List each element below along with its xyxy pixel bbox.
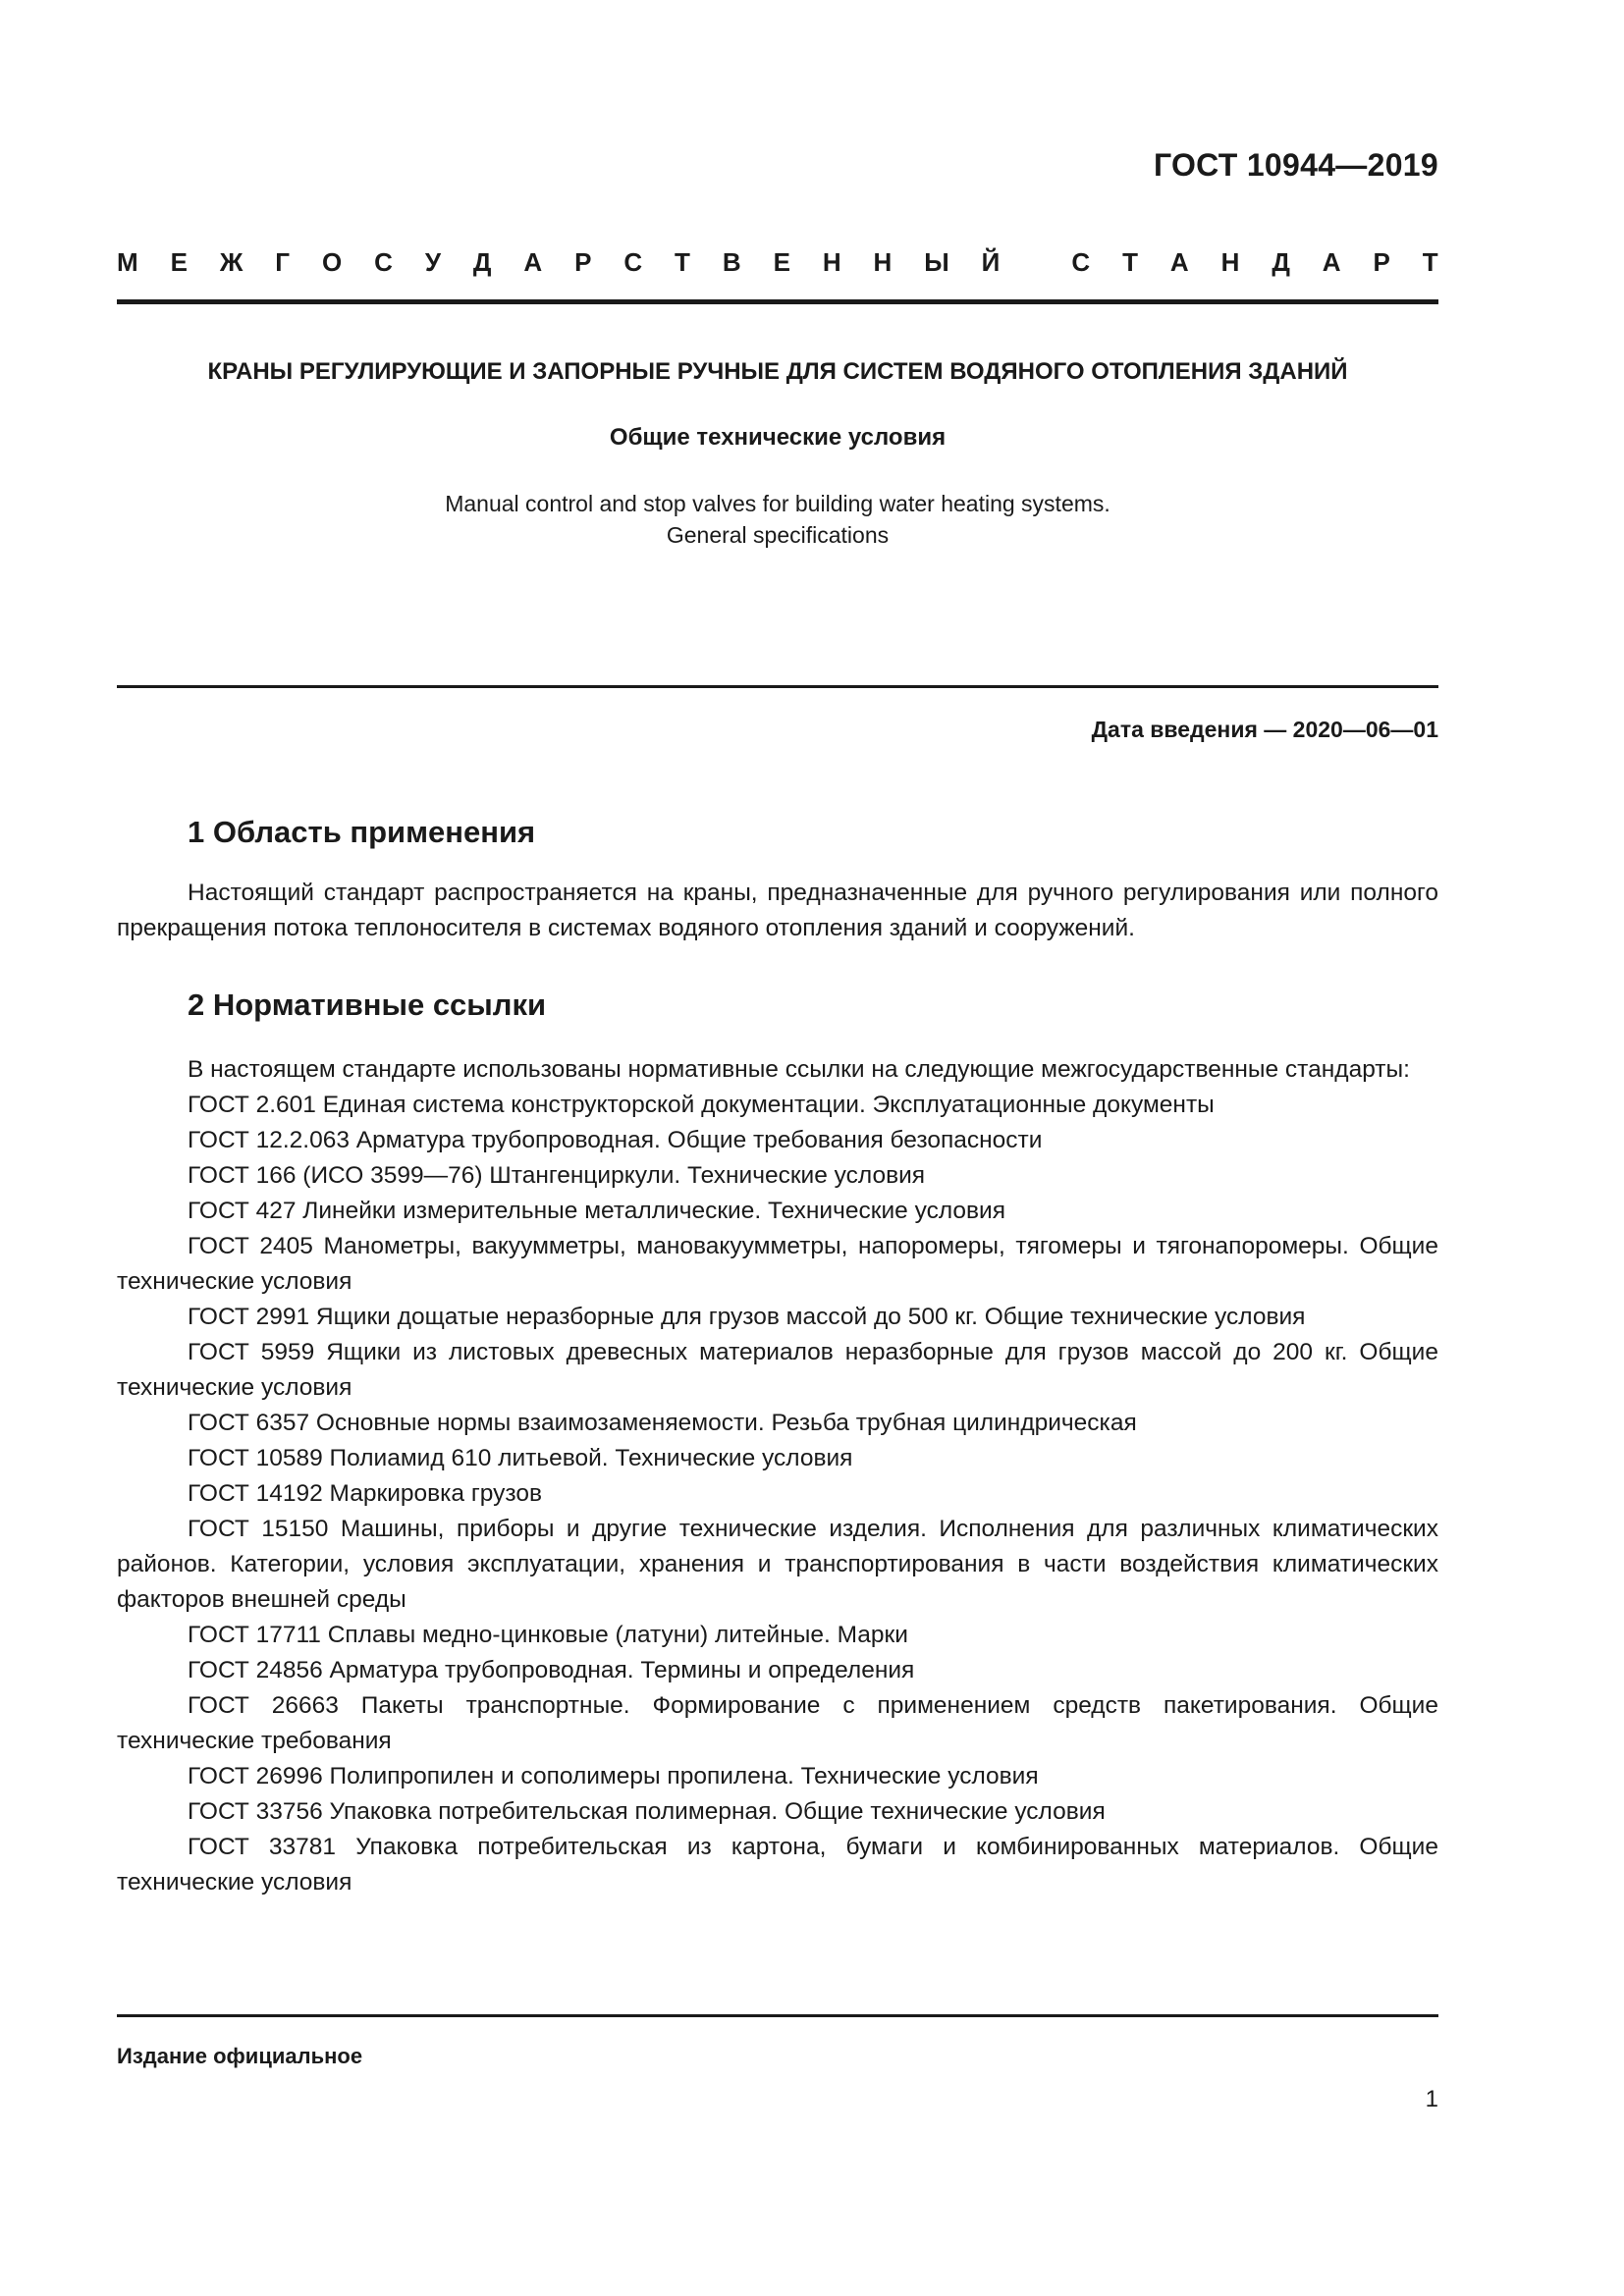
section-2-heading: 2 Нормативные ссылки bbox=[188, 988, 547, 1022]
reference-item: ГОСТ 5959 Ящики из листовых древесных материалов неразборные для грузов массой до 200 кг. Общие технические условия bbox=[117, 1339, 1438, 1401]
document-subtitle-ru: Общие технические условия bbox=[609, 424, 947, 451]
banner-letter: Д bbox=[472, 247, 492, 277]
banner-letter: Е bbox=[773, 247, 790, 277]
official-edition-note: Издание официальное bbox=[117, 2044, 363, 2068]
banner-letter: Т bbox=[675, 247, 690, 277]
banner-letter: Й bbox=[981, 247, 1001, 277]
introduction-date: Дата введения — 2020—06—01 bbox=[1091, 717, 1438, 742]
reference-item: ГОСТ 10589 Полиамид 610 литьевой. Технические условия bbox=[188, 1445, 853, 1471]
page-number: 1 bbox=[1425, 2086, 1438, 2112]
middle-divider bbox=[117, 685, 1438, 688]
reference-item: ГОСТ 166 (ИСО 3599—76) Штангенциркули. Технические условия bbox=[188, 1162, 926, 1189]
reference-item: ГОСТ 15150 Машины, приборы и другие технические изделия. Исполнения для различных климатических районов. Категории, условия эксплуатации, хранения и транспортирования в части воздействия климатических факторов внешней среды bbox=[117, 1516, 1438, 1613]
reference-item: ГОСТ 17711 Сплавы медно-цинковые (латуни) литейные. Марки bbox=[188, 1622, 908, 1648]
banner-letter: А bbox=[1169, 247, 1189, 277]
banner-letter: У bbox=[424, 247, 441, 277]
section-2-intro: В настоящем стандарте использованы нормативные ссылки на следующие межгосударственные стандарты: bbox=[188, 1056, 1410, 1083]
reference-item: ГОСТ 427 Линейки измерительные металлические. Технические условия bbox=[188, 1198, 1005, 1224]
reference-item: ГОСТ 26663 Пакеты транспортные. Формирование с применением средств пакетирования. Общие технические требования bbox=[117, 1692, 1438, 1754]
banner-letter: Р bbox=[1373, 247, 1390, 277]
reference-item: ГОСТ 6357 Основные нормы взаимозаменяемости. Резьба трубная цилиндрическая bbox=[188, 1410, 1137, 1436]
interstate-standard-banner bbox=[117, 247, 1438, 278]
reference-item: ГОСТ 14192 Маркировка грузов bbox=[188, 1480, 542, 1507]
reference-item: ГОСТ 2405 Манометры, вакуумметры, мановакуумметры, напоромеры, тягомеры и тягонапоромеры. Общие технические условия bbox=[117, 1233, 1438, 1295]
banner-letter: В bbox=[722, 247, 741, 277]
banner-letter: С bbox=[1071, 247, 1091, 277]
reference-item: ГОСТ 33756 Упаковка потребительская полимерная. Общие технические условия bbox=[188, 1798, 1106, 1825]
document-title-en bbox=[117, 488, 1438, 551]
section-1-heading: 1 Область применения bbox=[188, 815, 536, 849]
document-title-en-line1: Manual control and stop valves for building water heating systems. bbox=[445, 491, 1110, 516]
banner-letter: С bbox=[374, 247, 393, 277]
banner-letter: М bbox=[117, 247, 138, 277]
banner-letter: Т bbox=[1122, 247, 1138, 277]
banner-letter: Н bbox=[1220, 247, 1240, 277]
banner-letter bbox=[1032, 247, 1039, 278]
banner-letter: А bbox=[523, 247, 543, 277]
document-number: ГОСТ 10944—2019 bbox=[1153, 147, 1438, 183]
reference-item: ГОСТ 2.601 Единая система конструкторской документации. Эксплуатационные документы bbox=[188, 1092, 1215, 1118]
document-title-en-line2: General specifications bbox=[666, 522, 890, 548]
banner-letter: А bbox=[1322, 247, 1341, 277]
reference-item: ГОСТ 33781 Упаковка потребительская из картона, бумаги и комбинированных материалов. Общие технические условия bbox=[117, 1834, 1438, 1896]
banner-letter: Т bbox=[1422, 247, 1438, 277]
banner-letter: Ы bbox=[924, 247, 949, 277]
section-1-text: Настоящий стандарт распространяется на краны, предназначенные для ручного регулирования или полного прекращения потока теплоносителя в системах водяного отопления зданий и сооружений. bbox=[117, 880, 1438, 941]
banner-letter: Н bbox=[873, 247, 893, 277]
document-title-ru: КРАНЫ РЕГУЛИРУЮЩИЕ И ЗАПОРНЫЕ РУЧНЫЕ ДЛЯ СИСТЕМ ВОДЯНОГО ОТОПЛЕНИЯ ЗДАНИЙ bbox=[207, 358, 1348, 385]
banner-letter: Р bbox=[574, 247, 592, 277]
banner-letter: Е bbox=[170, 247, 188, 277]
reference-item: ГОСТ 24856 Арматура трубопроводная. Термины и определения bbox=[188, 1657, 915, 1683]
document-page bbox=[117, 0, 1438, 2296]
banner-letter: Г bbox=[275, 247, 291, 277]
bottom-divider bbox=[117, 2014, 1438, 2017]
banner-letter: Д bbox=[1272, 247, 1290, 277]
normative-references bbox=[117, 1052, 1438, 1900]
reference-item: ГОСТ 2991 Ящики дощатые неразборные для грузов массой до 500 кг. Общие технические условия bbox=[188, 1304, 1306, 1330]
reference-item: ГОСТ 12.2.063 Арматура трубопроводная. Общие требования безопасности bbox=[188, 1127, 1043, 1153]
banner-letter: О bbox=[321, 247, 343, 277]
reference-item: ГОСТ 26996 Полипропилен и сополимеры пропилена. Технические условия bbox=[188, 1763, 1039, 1789]
banner-letter: С bbox=[623, 247, 643, 277]
top-divider bbox=[117, 299, 1438, 304]
banner-letter: Н bbox=[822, 247, 841, 277]
banner-letter: Ж bbox=[219, 247, 244, 277]
